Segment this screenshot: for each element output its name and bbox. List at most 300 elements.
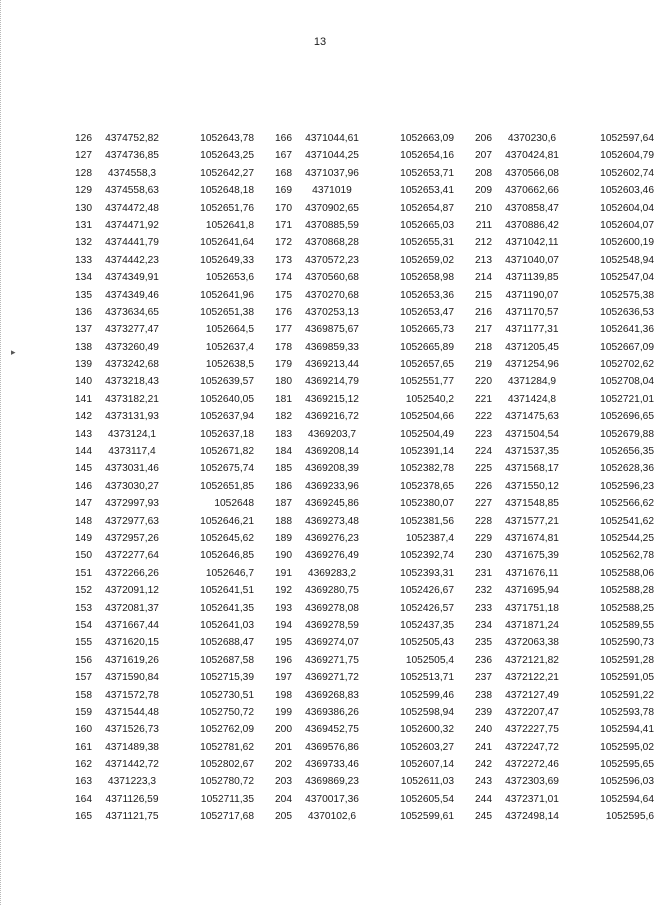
- x-coordinate: 4372227,75: [505, 724, 559, 736]
- table-row: [66, 565, 266, 582]
- x-coordinate: 4372063,38: [505, 637, 559, 649]
- x-coordinate: 4369386,26: [305, 706, 359, 718]
- x-coordinate: 4371572,78: [105, 689, 159, 701]
- table-row: [66, 773, 266, 790]
- x-coordinate: 4371126,59: [105, 793, 159, 805]
- table-row: [466, 704, 666, 721]
- y-coordinate: 1052675,74: [200, 463, 254, 475]
- table-row: [66, 704, 266, 721]
- y-coordinate: 1052664,5: [205, 324, 254, 336]
- x-coordinate: 4373277,47: [105, 324, 159, 336]
- y-coordinate: 1052548,94: [600, 254, 654, 266]
- y-coordinate: 1052391,14: [400, 446, 454, 458]
- y-coordinate: 1052547,04: [600, 272, 654, 284]
- table-row: [266, 443, 466, 460]
- x-coordinate: 4372091,12: [105, 585, 159, 597]
- point-number: 127: [75, 150, 92, 162]
- point-number: 231: [475, 567, 492, 579]
- table-row: [66, 339, 266, 356]
- y-coordinate: 1052780,72: [200, 776, 254, 788]
- y-coordinate: 1052588,28: [600, 585, 654, 597]
- table-row: [66, 478, 266, 495]
- x-coordinate: 4371019: [312, 185, 352, 197]
- table-row: [66, 687, 266, 704]
- x-coordinate: 4370017,36: [305, 793, 359, 805]
- x-coordinate: 4371667,44: [105, 619, 159, 631]
- x-coordinate: 4374558,3: [107, 167, 157, 179]
- x-coordinate: 4369208,14: [305, 446, 359, 458]
- table-row: [466, 269, 666, 286]
- y-coordinate: 1052653,6: [205, 272, 254, 284]
- x-coordinate: 4371676,11: [505, 567, 559, 579]
- y-coordinate: 1052802,67: [200, 759, 254, 771]
- table-row: [266, 808, 466, 825]
- table-row: [466, 721, 666, 738]
- y-coordinate: 1052715,39: [200, 672, 254, 684]
- point-number: 220: [475, 376, 492, 388]
- x-coordinate: 4369271,75: [305, 654, 359, 666]
- y-coordinate: 1052665,89: [400, 341, 454, 353]
- y-coordinate: 1052651,85: [200, 480, 254, 492]
- table-row: [466, 147, 666, 164]
- x-coordinate: 4371139,85: [505, 272, 559, 284]
- x-coordinate: 4370572,23: [305, 254, 359, 266]
- table-row: [466, 373, 666, 390]
- x-coordinate: 4369208,39: [305, 463, 359, 475]
- table-row: [466, 582, 666, 599]
- table-row: [66, 547, 266, 564]
- point-number: 167: [275, 150, 292, 162]
- point-number: 170: [275, 202, 292, 214]
- table-row: [466, 460, 666, 477]
- table-row: [466, 530, 666, 547]
- x-coordinate: 4371223,3: [107, 776, 157, 788]
- point-number: 243: [475, 776, 492, 788]
- point-number: 191: [275, 567, 292, 579]
- point-number: 212: [475, 237, 492, 249]
- y-coordinate: 1052640,05: [200, 393, 254, 405]
- y-coordinate: 1052643,78: [200, 133, 254, 144]
- coordinates-column-1: [66, 130, 266, 826]
- x-coordinate: 4372272,46: [505, 759, 559, 771]
- table-row: [466, 513, 666, 530]
- x-coordinate: 4372207,47: [505, 706, 559, 718]
- table-row: [66, 408, 266, 425]
- y-coordinate: 1052649,33: [200, 254, 254, 266]
- x-coordinate: 4370858,47: [505, 202, 559, 214]
- y-coordinate: 1052588,25: [600, 602, 654, 614]
- y-coordinate: 1052600,19: [600, 237, 654, 249]
- y-coordinate: 1052566,62: [600, 498, 654, 510]
- y-coordinate: 1052604,79: [600, 150, 654, 162]
- point-number: 217: [475, 324, 492, 336]
- x-coordinate: 4374472,48: [105, 202, 159, 214]
- table-row: [66, 756, 266, 773]
- x-coordinate: 4372277,64: [105, 550, 159, 562]
- table-row: [466, 130, 666, 147]
- x-coordinate: 4373242,68: [105, 359, 159, 371]
- x-coordinate: 4369268,83: [305, 689, 359, 701]
- table-row: [66, 652, 266, 669]
- point-number: 172: [275, 237, 292, 249]
- point-number: 238: [475, 689, 492, 701]
- y-coordinate: 1052641,36: [600, 324, 654, 336]
- x-coordinate: 4372127,49: [505, 689, 559, 701]
- point-number: 196: [275, 654, 292, 666]
- table-row: [266, 565, 466, 582]
- point-number: 208: [475, 167, 492, 179]
- table-row: [266, 687, 466, 704]
- y-coordinate: 1052590,73: [600, 637, 654, 649]
- y-coordinate: 1052636,53: [600, 306, 654, 318]
- table-row: [266, 182, 466, 199]
- y-coordinate: 1052604,04: [600, 202, 654, 214]
- x-coordinate: 4371568,17: [505, 463, 559, 475]
- x-coordinate: 4373124,1: [107, 428, 157, 440]
- point-number: 189: [275, 532, 292, 544]
- table-row: [266, 478, 466, 495]
- point-number: 156: [75, 654, 92, 666]
- point-number: 242: [475, 759, 492, 771]
- x-coordinate: 4371037,96: [305, 167, 359, 179]
- y-coordinate: 1052639,57: [200, 376, 254, 388]
- table-row: [266, 495, 466, 512]
- table-row: [266, 304, 466, 321]
- point-number: 148: [75, 515, 92, 527]
- y-coordinate: 1052598,94: [400, 706, 454, 718]
- y-coordinate: 1052665,03: [400, 219, 454, 231]
- table-row: [266, 652, 466, 669]
- y-coordinate: 1052654,87: [400, 202, 454, 214]
- table-row: [466, 773, 666, 790]
- table-row: [66, 495, 266, 512]
- point-number: 210: [475, 202, 492, 214]
- x-coordinate: 4369245,86: [305, 498, 359, 510]
- table-row: [66, 217, 266, 234]
- x-coordinate: 4371695,94: [505, 585, 559, 597]
- table-row: [466, 739, 666, 756]
- x-coordinate: 4370885,59: [305, 219, 359, 231]
- point-number: 187: [275, 498, 292, 510]
- point-number: 142: [75, 411, 92, 423]
- point-number: 207: [475, 150, 492, 162]
- table-row: [266, 165, 466, 182]
- table-row: [66, 304, 266, 321]
- table-row: [66, 634, 266, 651]
- table-row: [466, 443, 666, 460]
- y-coordinate: 1052671,82: [200, 446, 254, 458]
- point-number: 198: [275, 689, 292, 701]
- y-coordinate: 1052595,6: [605, 811, 654, 823]
- y-coordinate: 1052603,27: [400, 741, 454, 753]
- point-number: 232: [475, 585, 492, 597]
- point-number: 129: [75, 185, 92, 197]
- point-number: 158: [75, 689, 92, 701]
- x-coordinate: 4369452,75: [305, 724, 359, 736]
- x-coordinate: 4371177,31: [505, 324, 559, 336]
- x-coordinate: 4371526,73: [105, 724, 159, 736]
- y-coordinate: 1052589,55: [600, 619, 654, 631]
- y-coordinate: 1052596,23: [600, 480, 654, 492]
- y-coordinate: 1052562,78: [600, 550, 654, 562]
- point-number: 177: [275, 324, 292, 336]
- x-coordinate: 4370253,13: [305, 306, 359, 318]
- table-row: [266, 426, 466, 443]
- table-row: [266, 582, 466, 599]
- point-number: 244: [475, 793, 492, 805]
- point-number: 203: [275, 776, 292, 788]
- table-row: [66, 739, 266, 756]
- table-row: [466, 669, 666, 686]
- x-coordinate: 4369215,12: [305, 393, 359, 405]
- point-number: 168: [275, 167, 292, 179]
- point-number: 141: [75, 393, 92, 405]
- y-coordinate: 1052717,68: [200, 811, 254, 823]
- y-coordinate: 1052541,62: [600, 515, 654, 527]
- table-row: [466, 217, 666, 234]
- table-row: [66, 356, 266, 373]
- y-coordinate: 1052540,2: [405, 393, 454, 405]
- scan-mark: ▸: [11, 347, 16, 357]
- point-number: 192: [275, 585, 292, 597]
- point-number: 195: [275, 637, 292, 649]
- x-coordinate: 4371475,63: [505, 411, 559, 423]
- table-row: [466, 565, 666, 582]
- point-number: 149: [75, 532, 92, 544]
- point-number: 179: [275, 359, 292, 371]
- x-coordinate: 4371504,54: [505, 428, 559, 440]
- table-row: [66, 269, 266, 286]
- y-coordinate: 1052721,01: [600, 393, 654, 405]
- x-coordinate: 4372121,82: [505, 654, 559, 666]
- y-coordinate: 1052611,03: [400, 776, 454, 788]
- table-row: [266, 756, 466, 773]
- point-number: 228: [475, 515, 492, 527]
- table-row: [266, 791, 466, 808]
- x-coordinate: 4371674,81: [505, 532, 559, 544]
- x-coordinate: 4371577,21: [505, 515, 559, 527]
- y-coordinate: 1052702,62: [600, 359, 654, 371]
- table-row: [66, 200, 266, 217]
- y-coordinate: 1052781,62: [200, 741, 254, 753]
- x-coordinate: 4371871,24: [505, 619, 559, 631]
- y-coordinate: 1052393,31: [400, 567, 454, 579]
- point-number: 145: [75, 463, 92, 475]
- x-coordinate: 4369869,23: [305, 776, 359, 788]
- y-coordinate: 1052505,4: [405, 654, 454, 666]
- table-row: [266, 634, 466, 651]
- y-coordinate: 1052656,35: [600, 446, 654, 458]
- x-coordinate: 4374736,85: [105, 150, 159, 162]
- table-row: [266, 773, 466, 790]
- y-coordinate: 1052392,74: [400, 550, 454, 562]
- y-coordinate: 1052382,78: [400, 463, 454, 475]
- point-number: 233: [475, 602, 492, 614]
- table-row: [266, 339, 466, 356]
- point-number: 201: [275, 741, 292, 753]
- point-number: 143: [75, 428, 92, 440]
- y-coordinate: 1052657,65: [400, 359, 454, 371]
- point-number: 200: [275, 724, 292, 736]
- y-coordinate: 1052607,14: [400, 759, 454, 771]
- point-number: 224: [475, 446, 492, 458]
- table-row: [66, 443, 266, 460]
- y-coordinate: 1052591,28: [600, 654, 654, 666]
- point-number: 134: [75, 272, 92, 284]
- x-coordinate: 4369203,7: [307, 428, 357, 440]
- x-coordinate: 4371042,11: [505, 237, 559, 249]
- x-coordinate: 4372957,26: [105, 532, 159, 544]
- point-number: 155: [75, 637, 92, 649]
- x-coordinate: 4373218,43: [105, 376, 159, 388]
- y-coordinate: 1052653,47: [400, 306, 454, 318]
- y-coordinate: 1052513,71: [400, 672, 454, 684]
- x-coordinate: 4374471,92: [105, 219, 159, 231]
- x-coordinate: 4374349,91: [105, 272, 159, 284]
- y-coordinate: 1052544,25: [600, 532, 654, 544]
- table-row: [266, 617, 466, 634]
- table-row: [266, 356, 466, 373]
- point-number: 223: [475, 428, 492, 440]
- x-coordinate: 4372371,01: [505, 793, 559, 805]
- table-row: [266, 721, 466, 738]
- y-coordinate: 1052646,7: [205, 567, 254, 579]
- table-row: [466, 252, 666, 269]
- point-number: 152: [75, 585, 92, 597]
- table-row: [466, 808, 666, 825]
- table-row: [266, 373, 466, 390]
- x-coordinate: 4369278,08: [305, 602, 359, 614]
- y-coordinate: 1052641,8: [205, 219, 254, 231]
- point-number: 245: [475, 811, 492, 823]
- y-coordinate: 1052594,41: [600, 724, 654, 736]
- x-coordinate: 4370102,6: [307, 811, 357, 823]
- x-coordinate: 4369875,67: [305, 324, 359, 336]
- y-coordinate: 1052637,18: [200, 428, 254, 440]
- x-coordinate: 4370886,42: [505, 219, 559, 231]
- x-coordinate: 4371548,85: [505, 498, 559, 510]
- y-coordinate: 1052637,94: [200, 411, 254, 423]
- table-row: [66, 669, 266, 686]
- y-coordinate: 1052663,09: [400, 133, 454, 144]
- x-coordinate: 4373117,4: [108, 446, 156, 458]
- page-number: 13: [313, 36, 327, 48]
- y-coordinate: 1052667,09: [600, 341, 654, 353]
- y-coordinate: 1052588,06: [600, 567, 654, 579]
- table-row: [66, 130, 266, 147]
- coordinates-table: [66, 130, 666, 826]
- point-number: 176: [275, 306, 292, 318]
- x-coordinate: 4371619,26: [105, 654, 159, 666]
- y-coordinate: 1052646,21: [200, 515, 254, 527]
- y-coordinate: 1052593,78: [600, 706, 654, 718]
- x-coordinate: 4373030,27: [105, 480, 159, 492]
- y-coordinate: 1052750,72: [200, 706, 254, 718]
- x-coordinate: 4371751,18: [505, 602, 559, 614]
- x-coordinate: 4371284,9: [507, 376, 557, 388]
- table-row: [466, 321, 666, 338]
- x-coordinate: 4371424,8: [507, 393, 557, 405]
- x-coordinate: 4371190,07: [505, 289, 559, 301]
- x-coordinate: 4369280,75: [305, 585, 359, 597]
- table-row: [466, 182, 666, 199]
- point-number: 184: [275, 446, 292, 458]
- x-coordinate: 4371040,07: [505, 254, 559, 266]
- point-number: 206: [475, 133, 492, 144]
- x-coordinate: 4370230,6: [507, 133, 557, 144]
- table-row: [66, 373, 266, 390]
- x-coordinate: 4371044,25: [305, 150, 359, 162]
- point-number: 190: [275, 550, 292, 562]
- x-coordinate: 4371675,39: [505, 550, 559, 562]
- point-number: 166: [275, 133, 292, 144]
- y-coordinate: 1052655,31: [400, 237, 454, 249]
- table-row: [66, 252, 266, 269]
- x-coordinate: 4372266,26: [105, 567, 159, 579]
- point-number: 199: [275, 706, 292, 718]
- x-coordinate: 4369274,07: [305, 637, 359, 649]
- point-number: 181: [275, 393, 292, 405]
- point-number: 132: [75, 237, 92, 249]
- table-row: [466, 495, 666, 512]
- table-row: [466, 687, 666, 704]
- point-number: 216: [475, 306, 492, 318]
- y-coordinate: 1052387,4: [405, 532, 454, 544]
- x-coordinate: 4369233,96: [305, 480, 359, 492]
- table-row: [266, 321, 466, 338]
- x-coordinate: 4369733,46: [305, 759, 359, 771]
- y-coordinate: 1052628,36: [600, 463, 654, 475]
- x-coordinate: 4371442,72: [105, 759, 159, 771]
- table-row: [266, 252, 466, 269]
- point-number: 140: [75, 376, 92, 388]
- y-coordinate: 1052653,36: [400, 289, 454, 301]
- table-row: [266, 287, 466, 304]
- point-number: 165: [75, 811, 92, 823]
- y-coordinate: 1052651,38: [200, 306, 254, 318]
- y-coordinate: 1052658,98: [400, 272, 454, 284]
- table-row: [266, 130, 466, 147]
- y-coordinate: 1052504,66: [400, 411, 454, 423]
- table-row: [66, 165, 266, 182]
- y-coordinate: 1052711,35: [200, 793, 254, 805]
- table-row: [466, 304, 666, 321]
- table-row: [266, 234, 466, 251]
- table-row: [466, 339, 666, 356]
- y-coordinate: 1052591,22: [600, 689, 654, 701]
- point-number: 182: [275, 411, 292, 423]
- table-row: [266, 547, 466, 564]
- y-coordinate: 1052602,74: [600, 167, 654, 179]
- y-coordinate: 1052591,05: [600, 672, 654, 684]
- point-number: 130: [75, 202, 92, 214]
- point-number: 230: [475, 550, 492, 562]
- table-row: [266, 408, 466, 425]
- x-coordinate: 4370566,08: [505, 167, 559, 179]
- table-row: [266, 530, 466, 547]
- x-coordinate: 4369276,49: [305, 550, 359, 562]
- table-row: [466, 234, 666, 251]
- table-row: [66, 513, 266, 530]
- point-number: 175: [275, 289, 292, 301]
- x-coordinate: 4369283,2: [307, 567, 357, 579]
- y-coordinate: 1052378,65: [400, 480, 454, 492]
- y-coordinate: 1052653,71: [400, 167, 454, 179]
- y-coordinate: 1052688,47: [200, 637, 254, 649]
- scan-edge: [0, 0, 6, 905]
- x-coordinate: 4373031,46: [105, 463, 159, 475]
- point-number: 159: [75, 706, 92, 718]
